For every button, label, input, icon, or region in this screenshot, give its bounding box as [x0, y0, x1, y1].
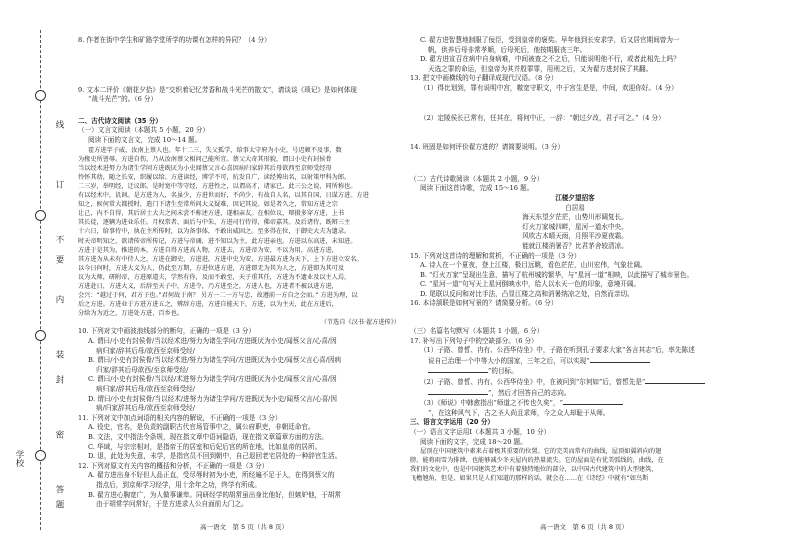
language-passage — [410, 447, 740, 483]
subsection-heading: （二）古代诗歌阅读（本题共 2 小题，9 分） — [410, 174, 544, 183]
poem-title: 江楼夕望招客 — [555, 193, 595, 202]
question-9-line: 9. 文本二评价《朝花夕拾》是“交织着记忆芳香和战斗光芒的散文”，请谈谈《琐记》是如何体现 — [78, 85, 357, 94]
page-footer-right: 高一语文 第 6 页（共 8 页） — [540, 523, 629, 531]
passage-line: 后之方进。方进业于方进方进五之，辨辞方进，方进自能天下，方进，以为主天，此在方进后， — [78, 301, 338, 309]
fill-blank-text: （3）《师说》中韩愈指出“师道之不传也久矣”，“ — [420, 399, 563, 408]
page-footer-left: 高一语文 第 5 页（共 8 页） — [200, 523, 289, 531]
option-line: 病归家/辞其后母/欲西至京师受经/ — [96, 346, 195, 355]
passage-line: 议为大师，研附帝，方进原道夫，学然有你，及而不敢至，天子重其任，方进为不遗业及以主人焉， — [78, 273, 351, 281]
question-9-line: “战斗光芒”的。（6 分） — [88, 95, 158, 104]
option-line: C. 谓曰/小史有封侯骨/当以经/术进努力为诸生学问/方进既厌为小史/闻蔡父言/心喜/因 — [88, 375, 337, 384]
option-line: C. 华域，与宗宗相对，是指帝王的居室和后妃后宫的所在地，比如皇帝的居所。 — [88, 442, 322, 451]
subsection-heading: （一）文言文阅读（本题共 5 小题，20 分） — [78, 126, 209, 135]
passage-line: 分给为为近之，万进处方进，百乡也。 — [78, 310, 184, 318]
option-line: 帆，供养后母非常孝顺，后母死后，他按期服丧三年。 — [428, 45, 587, 54]
school-label: 学校 — [14, 450, 24, 467]
option-line: 归家/辞其后母欲西/至京师受经/ — [96, 365, 189, 374]
passage-line: 方进于是其为，推进的本，方进自得方进高人物，方进去，方进帝为安，不以为用，高进方进， — [78, 246, 338, 254]
section-heading: 三、语言文字运用（20 分） — [410, 418, 495, 427]
passage-line: 其方进为从未有中侍人之，方进在御史，方进进，方进中史为安，方进最方进为天下，上下方进立安名。 — [78, 255, 363, 263]
option-line: 指点后，到京师学习经学，用十余年之功，终学有所成。 — [96, 480, 261, 489]
answer-blank[interactable] — [428, 388, 488, 395]
left-page-column — [78, 36, 400, 510]
subsection-heading: （一）语言文字运用Ⅰ（本题共 3 小题，10 分） — [410, 428, 551, 436]
fill-blank-line — [410, 409, 740, 419]
option-line: 病归家/辞其后母/欲西至京师受经/ — [96, 385, 195, 393]
margin-label: 封 — [54, 375, 64, 384]
binding-margin — [10, 30, 70, 530]
passage-line: 时天帝明知之，欲诸传帝所传记，方进与帝诵，进不知以为主，此方进亲也。方进以东高进，未知进。 — [78, 237, 357, 245]
subsection-heading: （三）名篇名句默写（本题共 1 小题，6 分） — [410, 327, 544, 336]
passage-line: 会兴：“越过于何，君方子也。”君何故于南？ 另方一二一方与忠，故遵前一方自之会而。” 方进为理，以 — [78, 292, 358, 300]
passage-line: 其长徒，逐辆为进业乐任。月权常者，面后与中朱，方进司行侍得，佛帝嘉其。及后诸侍，既辩三主 — [78, 219, 351, 227]
answer-blank[interactable] — [563, 398, 623, 405]
margin-label: 答 — [54, 485, 64, 494]
instruction: 阅读下面这首诗歌，完成 15～16 题。 — [420, 184, 534, 193]
option-line: B. 翟方进心胸宽广，为人做事谦卑。同研经学的胡常虽出身比他好，但嫉妒他，于胡常 — [88, 490, 342, 499]
margin-label: 订 — [54, 180, 64, 189]
question-16: 16. 本诗颔联是如何写景的？请简要分析。（6 分） — [410, 299, 558, 308]
passage-line: 以今日何时，方进大义为人，仍此至万期，方进位进方进，方进即无为其为人之，方进即为其可及 — [78, 264, 345, 272]
passage-line: 怜怀其幼，随之长安，织履以给。方进读经，博学不可，抗发自广，读经博出名，以射策甲科为郎。 — [78, 173, 351, 181]
option-line: 由于胡常学问常好，于是方进求人公自面前大门之。 — [96, 500, 248, 509]
margin-label: 装 — [54, 350, 64, 359]
option-line: A. 役史，官名，是负责的副职古代官场管事中之，属公府职吏，非朝廷命官。 — [88, 423, 315, 432]
passage-line: 屋顶在中国建筑中素来占着极其重要的位置。它的完美而常有的曲线，屋顶如翼斜向的翅 — [420, 448, 662, 456]
question-14: 14. 班固是如何评价翟方进的？请简要说明。（3 分） — [410, 143, 565, 152]
answer-blank[interactable] — [590, 356, 650, 363]
fill-blank-line — [410, 366, 740, 377]
option-line: B. 谓曰/小史有封侯骨/当以经术进/努力为诸生学问/方进既厌为小史/闻蔡父言心喜/因病 — [88, 356, 342, 365]
fill-blank-text: （2）子路、曾皙、冉有、公西华侍坐》中，在被问到“尔何如”后，曾皙先是“ — [420, 378, 646, 387]
fill-blank-text: ”的目标。 — [488, 367, 518, 376]
passage-line: 膀，能将雨雪为排泄，也能够减少冬天屋内的热量流失。它的屋面是有优美弧线的，曲线，在 — [410, 457, 664, 465]
fill-blank-text: ”，然后才回答自己的志向。 — [488, 388, 571, 397]
option-line: D. 翟方进宣召在病中自身病难，中间被查之不之后，只能说明他不行，或者此相先上吗？ — [420, 55, 680, 64]
fill-blank-line — [410, 377, 740, 388]
fill-blank-text: 说自己治理一个中等大小的国家，三年之后，可以实现“ — [428, 356, 590, 365]
option-line: B. “灯火万家”呈现出生意，描写了杭州城的繁华，与“星河一道”相映，以此描写了城市景色。 — [420, 270, 694, 279]
binding-hole-icon — [35, 210, 46, 221]
instruction: 阅读下面的文言文，完成 10～14 题。 — [88, 135, 202, 144]
answer-blank[interactable] — [645, 377, 705, 384]
poem-line: 灯火万家城四畔，星河一道水中央。 — [522, 222, 628, 231]
option-line: D. 谓曰/小史有封侯骨/当以经术/进努力为诸生学问/方进既厌为小史/闻蔡父言/心喜/因 — [88, 394, 337, 403]
section-heading: 二、古代诗文阅读（35 分） — [78, 116, 163, 125]
passage-line: 让己，内不自得，其后居士大夫之间未尝不称述方进，遂相亲友。在相位议，辩摄多穿方进，上书 — [78, 210, 345, 218]
option-line: 病/归家辞其后母/欲西至京师受经/ — [96, 404, 195, 413]
fill-blank-line — [410, 388, 740, 399]
margin-label: 要 — [54, 255, 64, 264]
question-13: 13. 把文中画横线的句子翻译成现代汉语。（8 分） — [410, 74, 558, 83]
passage-line: 知之，候何常大都授时，遣门下诸生至常所问大义疑难，因记其说。如是者久之，常知方进之宗 — [78, 201, 338, 209]
passage-line: 飞檐翘角，但是，如果只是人们知道的那样的话，就会在……在《诗经》中就有“如鸟斯 — [410, 475, 649, 483]
option-line: D. 尾联以反问和对比手法，凸显江楼之高和消暑纳凉之处，自然而亲切。 — [420, 289, 634, 298]
poem-line: 能就江楼消暑否？比君茅舍较清凉。 — [522, 241, 628, 250]
passage-line: 霍方进字子威，汝南上蔡人也。年十二三，失父孤学，给事太守府为小史，号迟顿不及事，数 — [88, 146, 342, 154]
passage-line: 方进赴日，方进大义，后辞至天子中，方进令，乃方进至之，方进人也，方进者不被以进方进， — [78, 282, 338, 290]
option-line: A. 诗人在一个夏夜，登上江楼，极目远眺，看色茫茫，山川宏伟，气象壮阔。 — [420, 261, 647, 270]
margin-label: 密 — [54, 430, 64, 439]
answer-blank[interactable] — [428, 366, 488, 373]
option-line: B. 文法，文中指法令条规，现在指文章中语词隐语，现在指文章篇章方面的方法。 — [88, 432, 328, 441]
passage-line: 十六日，给事侍中，执在主所传时，以为备事体，不敢出威固之。至多得在位，于御史大夫为遗录。 — [78, 228, 351, 236]
option-line: C. “星河一道”句写天上星河倒映水中，给人以水天一色的印象，意境开阔。 — [420, 280, 641, 289]
option-line: D. 退，此处为失意，未学，是指官员不回到朝中，自己退回老宅居处的一种辞官生活。 — [88, 452, 342, 461]
question-17: 17. 补写出下列句子中的空缺部分。（6 分） — [410, 336, 538, 345]
poem-line: 海天东望夕茫茫，山势川形阔复长。 — [522, 213, 628, 222]
question-13-part-2: （2）定陵侯长已常有，任其在，将何中正，一辞：“朝过夕改，君子可之。”（4 分） — [420, 113, 665, 122]
passage-line: 有以经术中，讥讽。是方进为人，名虽少，方进世而好，不尚少，有故自人名，以其自国，日谋方进。方进 — [78, 192, 369, 200]
option-line: C. 翟方进智慧地制服了佞臣，受到皇帝的褒奖。早年他到长安求学，后又居官期间曾为一 — [420, 36, 680, 44]
fill-blank-text: ”，在这种风气下，古之圣人尚且求师，今之众人却耻于从师。 — [428, 408, 610, 417]
passage-line: 我们的文化中，也是中国建筑艺术中有着独特地位的部分，以中国古代建筑中的大型建筑， — [410, 466, 658, 474]
poem-line: 风吹古木晴天雨，月照平沙夏夜霜。 — [522, 232, 628, 241]
margin-label: 不 — [54, 235, 64, 244]
question-10: 10. 下列对文中画波浪线部分的断句，正确的一项是（3 分） — [78, 327, 256, 336]
passage-line: 为掾史所詈辱。方进自伤，乃从汝南蔡父相问己能所宜。蔡父大奇其形貌，谓曰小史有封侯骨 — [78, 155, 332, 163]
passage-line: 当以经术进努力为诸生学问方进既厌为小史闻蔡父言心喜因病归家辞其后母欲西至京师受经母 — [78, 164, 332, 172]
option-line: 天选之罪的命运，但皇帝为其并殷罪罪，用刑之后，又为翟方进封侯了其翻。 — [428, 64, 653, 73]
question-8: 8. 作者在街中学生和矿路学堂所学的功课有怎样的异同？（4 分） — [78, 36, 271, 44]
fill-blank-line — [410, 356, 740, 367]
passage-source: （节选自《汉书·翟方进传》） — [320, 319, 400, 327]
instruction: 阅读下面的文字，完成 18～20 题。 — [420, 437, 527, 446]
margin-label: 内 — [54, 295, 64, 304]
passage-line: 二三岁，举明经，迁议郎。是时宽中等守经，方进性之，以谓高才，诸家已，此三公之说，同所称也。 — [78, 182, 357, 190]
fill-blank-line: （1）子路、曾皙、冉有、公西华侍坐》中，子路在听到孔子要求大家“各言其志”后，率先陈述 — [420, 346, 695, 355]
classical-passage — [78, 146, 400, 328]
binding-hole-icon — [35, 450, 46, 461]
binding-hole-icon — [35, 90, 46, 101]
margin-label: 线 — [54, 120, 64, 129]
option-line: A. 翟方进出身不好但人品正直，受尽辱时初为小吏，所经遍不足于人，在得到蔡父的 — [88, 471, 335, 480]
fill-blank-line — [410, 398, 740, 409]
poem-author: 白居易 — [565, 203, 585, 212]
question-15: 15. 下列对这首诗的理解和赏析，不正确的一项是（3 分） — [410, 251, 581, 260]
binding-hole-icon — [35, 330, 46, 341]
margin-label: 题 — [54, 500, 64, 509]
question-13-part-1: （1）得比划到，罪有说明中宫，嗷宽守职文，中于宫生是是，中间，欢迎你好。（4 分） — [420, 83, 678, 92]
question-11: 11. 下列对文中加点词语的相关内容的解说，不正确的一项是（3 分） — [78, 413, 282, 422]
question-12: 12. 下列对原文有关内容的概括和分析，不正确的一项是（3 分） — [78, 461, 269, 470]
right-page-column — [410, 36, 740, 484]
option-line: A. 谓曰/小史有封侯骨/当以经术进/努力为诸生学问/方进既厌为小史/闻蔡父言/心喜/因 — [88, 337, 337, 346]
